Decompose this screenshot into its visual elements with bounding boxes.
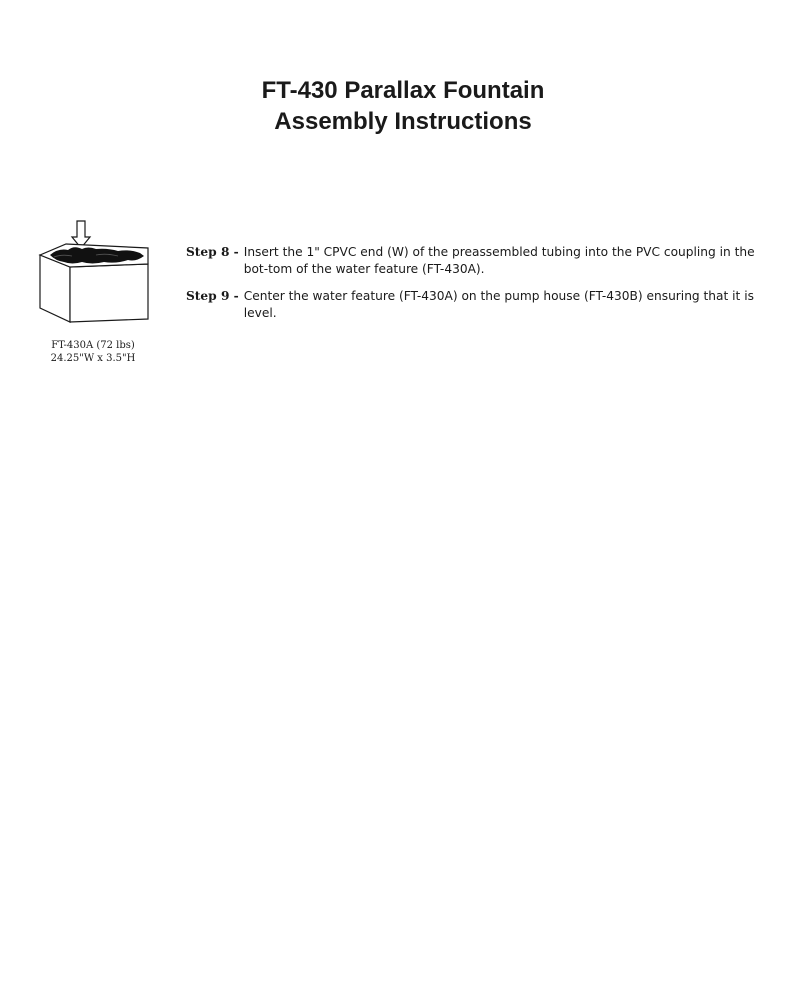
step-text: Center the water feature (FT-430A) on the pump house (FT-430B) ensuring that it is level.	[243, 289, 754, 320]
figure-caption	[30, 339, 156, 365]
step-8	[186, 244, 776, 277]
step-label: Step 8 -	[186, 245, 239, 259]
water-feature-illustration	[36, 218, 152, 326]
step-9	[186, 288, 776, 321]
figure-caption-dimensions: 24.25"W x 3.5"H	[50, 353, 136, 364]
figure-caption-model: FT-430A (72 lbs)	[51, 340, 135, 351]
instruction-steps	[186, 244, 776, 332]
page-subtitle: Assembly Instructions	[274, 108, 532, 135]
page-title: FT-430 Parallax Fountain	[261, 77, 545, 104]
step-label: Step 9 -	[186, 289, 239, 303]
step-text: Insert the 1" CPVC end (W) of the preassembled tubing into the PVC coupling in the bot-tom of the water feature (FT-430A).	[243, 245, 755, 276]
